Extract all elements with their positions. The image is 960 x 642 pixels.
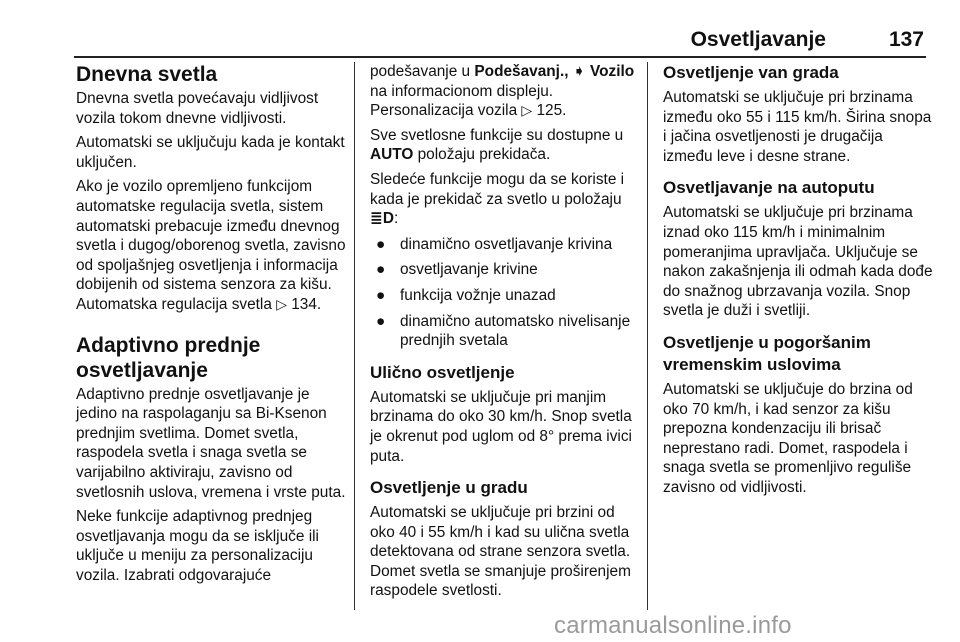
list-item: ● dinamično osvetljavanje krivina: [376, 235, 613, 253]
headlight-symbol-icon: ≣D: [370, 210, 395, 228]
paragraph: Automatski se uključuje do brzina od oko 70 km/h, i kad senzor za kišu prepozna kondenzaciju ili brisač neprestano radi. Domet, raspodela i snaga svetla se promenljivo reguliše zavisno od vidljivosti.: [663, 380, 913, 496]
paragraph: Sve svetlosne funkcije su dostupne u AUTO položaju prekidača.: [370, 126, 624, 164]
page-ref-link[interactable]: 125.: [536, 102, 567, 120]
page-ref-arrow-icon: ▷: [521, 102, 533, 119]
list-item: ● osvetljavanje krivine: [376, 261, 538, 279]
paragraph: Automatski se uključuje pri manjim brzinama do oko 30 km/h. Snop svetla je okrenut pod uglom od 8° prema ivici puta.: [370, 388, 632, 465]
menu-path-settings: Podešavanj.,: [474, 63, 569, 80]
list-item: ● funkcija vožnje unazad: [376, 286, 556, 304]
menu-arrow-icon: ➧: [572, 63, 586, 80]
paragraph: Automatski se uključuje pri brzinama iznad oko 115 km/h i minimalnim pomeranjima upravljača. Uključuje se nakon zakašnjenja ili odmah kada dođe do snažnog ubrzavanja vozila. Snop svetla je duži i svetliji.: [663, 204, 933, 320]
menu-path-vehicle: Vozilo: [589, 63, 635, 80]
column-1: [76, 62, 348, 590]
function-list: [370, 235, 640, 351]
paragraph: Neke funkcije adaptivnog prednjeg osvetljavanja mogu da se isključe ili uključe u meniju za personalizaciju vozila. Izabrati odgovarajuće: [76, 508, 319, 584]
section-title-bad-weather-lighting: Osvetljenje u pogoršanim vremenskim uslovima: [663, 332, 871, 374]
paragraph: Automatski se uključuju kada je kontakt uključen.: [76, 134, 345, 171]
list-item: ● dinamično automatsko nivelisanje prednjih svetala: [376, 312, 631, 350]
bullet-icon: ●: [376, 286, 386, 304]
section-title-city-lighting: Osvetljenje u gradu: [370, 478, 528, 498]
section-title-country-lighting: Osvetljenje van grada: [663, 63, 839, 82]
paragraph: Sledeće funkcije mogu da se koriste i kada je prekidač za svetlo u položaju ≣D:: [370, 170, 625, 228]
auto-label: AUTO: [370, 146, 414, 164]
paragraph: podešavanje u Podešavanj., ➧ Vozilo na informacionom displeju. Personalizacija vozila ▷ 125.: [370, 63, 635, 120]
section-title-street-lighting: Ulično osvetljenje: [370, 362, 515, 382]
paragraph: Dnevna svetla povećavaju vidljivost vozila tokom dnevne vidljivosti.: [76, 90, 319, 127]
paragraph: Automatski se uključuje pri brzini od oko 40 i 55 km/h i kad su ulična svetla detektovana od strane senzora svetla. Domet svetla se smanjuje proširenjem raspodele svetlosti.: [370, 504, 631, 600]
paragraph: Automatski se uključuje pri brzinama između oko 55 i 115 km/h. Širina snopa i jačina osvetljenosti je drugačija između leve i desne strane.: [663, 89, 932, 165]
bullet-icon: ●: [376, 261, 386, 279]
page-ref-arrow-icon: ▷: [276, 295, 287, 312]
bullet-icon: ●: [376, 235, 386, 253]
column-divider-1: [354, 62, 355, 610]
column-3: [663, 62, 935, 503]
header-divider: [74, 56, 926, 58]
page-header: [74, 22, 926, 58]
section-title-adaptive-lighting: Adaptivno prednje osvetljavanje: [76, 333, 261, 382]
paragraph: Ako je vozilo opremljeno funkcijom automatske regulacija svetla, sistem automatski prebacuje između dnevnog svetla i dugog/oborenog svetla, zavisno od spoljašnjeg osvetljenja i informacija dobijenih od sistema senzora za kišu. Automatska regulacija svetla ▷ 134.: [76, 178, 346, 313]
paragraph: Adaptivno prednje osvetljavanje je jedino na raspolaganju sa Bi-Ksenon prednjim svetlima. Domet svetla, raspodela svetla i snaga svetla se varijabilno aktiviraju, zavisno od svetlosnih uslova, vremena i vrste puta.: [76, 385, 346, 501]
bullet-icon: ●: [376, 312, 386, 330]
page-title: Osvetljavanje: [690, 28, 826, 51]
column-divider-2: [647, 62, 648, 610]
section-title-motorway-lighting: Osvetljavanje na autoputu: [663, 178, 875, 198]
column-2: [370, 62, 640, 606]
page-ref-link[interactable]: 134.: [291, 295, 322, 313]
page-number: 137: [888, 28, 924, 51]
section-title-daytime-lights: Dnevna svetla: [76, 63, 218, 86]
watermark: carmanualsonline.info: [554, 612, 792, 639]
